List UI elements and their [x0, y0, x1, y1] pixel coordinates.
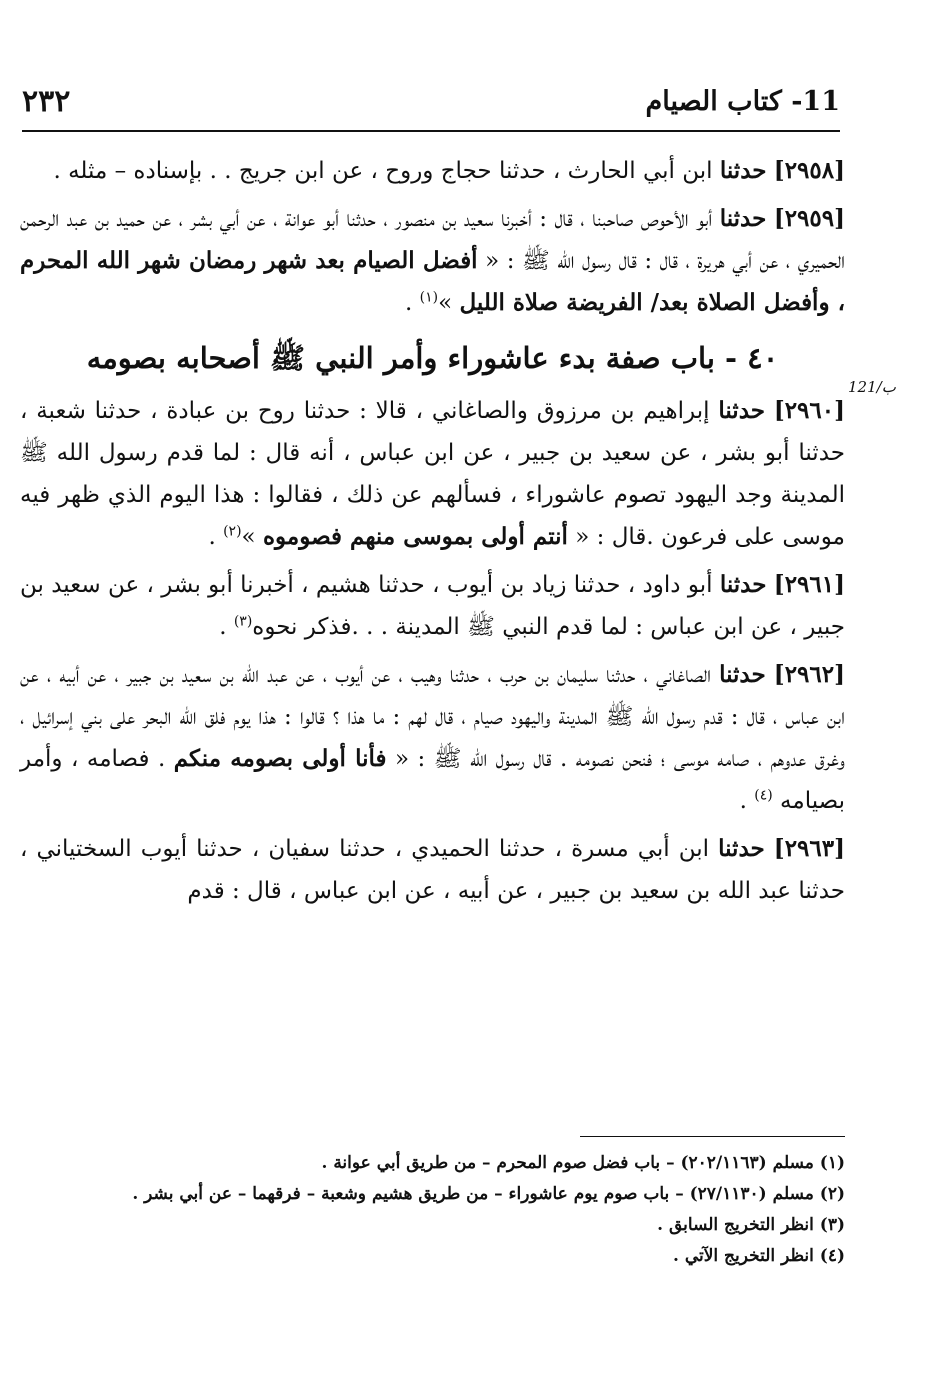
footnote-ref: (٣) [233, 613, 253, 630]
page-number: ٢٣٢ [22, 84, 71, 119]
hadith-paragraph [20, 150, 845, 192]
hadith-paragraph [20, 828, 845, 912]
hadith-end: . [739, 788, 755, 814]
hadith-text: ابن أبي الحارث ، حدثنا حجاج وروح ، عن ابن جريج . . بإسناده – مثله . [53, 158, 713, 184]
hadith-lead: حدثنا [719, 571, 767, 598]
hadith-number: [٢٩٦٠] [773, 397, 846, 424]
hadith-matn: فأنا أولى بصومه منكم [173, 745, 387, 772]
hadith-number: [٢٩٥٩] [773, 205, 846, 232]
hadith-number: [٢٩٥٨] [773, 157, 845, 184]
footnote-rule [580, 1136, 845, 1137]
hadith-text: الصاغاني ، حدثنا سليمان بن حرب ، حدثنا وهيب ، عن أيوب ، عن عبد الله بن سعيد بن جبير ، عن أبيه ، عن ابن عباس ، قال : قدم رسول الله ﷺ المدينة واليهود صيام ، قال لهم : ما هذا ؟ قالوا : هذا يوم فلق الله البحر على بني إسرائيل ، وغرق عدوهم ، صامه موسى ؛ فنحن نصومه . قال رسول الله ﷺ : « [20, 662, 845, 772]
hadith-number: [٢٩٦٢] [773, 661, 845, 688]
footnote: (٤) انظر التخريج الآتي . [672, 1246, 845, 1266]
main-text [20, 150, 845, 918]
hadith-lead: حدثنا [718, 835, 765, 862]
hadith-lead: حدثنا [719, 157, 767, 184]
hadith-text: أبو داود ، حدثنا زياد بن أيوب ، حدثنا هشيم ، أخبرنا أبو بشر ، عن سعيد بن جبير ، عن ابن عباس : لما قدم النبي ﷺ المدينة . . .فذكر نحوه [20, 572, 845, 640]
hadith-tail: » [438, 290, 460, 316]
hadith-matn: أفضل الصيام بعد شهر رمضان شهر الله المحرم ، وأفضل الصلاة بعد/ الفريضة صلاة الليل [20, 247, 845, 316]
hadith-paragraph [20, 198, 845, 324]
footnote-ref: (٤) [754, 787, 773, 804]
chapter-heading: ٤٠ - باب صفة بدء عاشوراء وأمر النبي ﷺ أصحابه بصومه [86, 341, 779, 375]
hadith-tail: » [241, 524, 263, 550]
hadith-text: إبراهيم بن مرزوق والصاغاني ، قالا : حدثنا روح بن عبادة ، حدثنا شعبة ، حدثنا أبو بشر ، عن سعيد بن جبير ، عن ابن عباس ، أنه قال : لما قدم رسول الله ﷺ المدينة وجد اليهود تصوم عاشوراء ، فسألهم عن ذلك ، فقالوا : هذا اليوم الذي ظهر فيه موسى على فرعون .قال : « [20, 398, 845, 550]
page-header [22, 78, 840, 128]
footnote-ref: (٢) [223, 523, 242, 540]
footnote: (٢) مسلم (٢٧/١١٣٠) – باب صوم يوم عاشوراء – من طريق هشيم وشعبة – فرقهما – عن أبي بشر . [132, 1184, 845, 1204]
manuscript-margin-note: 121/ب [848, 378, 896, 396]
hadith-paragraph [20, 390, 845, 558]
hadith-lead: حدثنا [719, 661, 766, 688]
header-rule [22, 130, 840, 132]
hadith-paragraph [20, 654, 845, 822]
hadith-lead: حدثنا [719, 205, 767, 232]
footnote-ref: (١) [419, 289, 439, 306]
hadith-text: أبو الأحوص صاحبنا ، قال : أخبرنا سعيد بن منصور ، حدثنا أبو عوانة ، عن أبي بشر ، عن حميد بن عبد الرحمن الحميري ، عن أبي هريرة ، قال : قال رسول الله ﷺ : « [20, 206, 845, 274]
footnotes [20, 1148, 845, 1272]
running-chapter-title: 11- كتاب الصيام [645, 86, 840, 117]
hadith-matn: أنتم أولى بموسى منهم فصوموه [262, 523, 568, 550]
footnote: (٣) انظر التخريج السابق . [657, 1215, 845, 1235]
hadith-end: . [405, 290, 420, 316]
hadith-end: . [219, 614, 234, 640]
hadith-number: [٢٩٦١] [773, 571, 845, 598]
footnote: (١) مسلم (٢٠٢/١١٦٣) – باب فضل صوم المحرم – من طريق أبي عوانة . [321, 1153, 845, 1173]
hadith-lead: حدثنا [718, 397, 765, 424]
hadith-text: ابن أبي مسرة ، حدثنا الحميدي ، حدثنا سفيان ، حدثنا أيوب السختياني ، حدثنا عبد الله بن سعيد بن جبير ، عن أبيه ، عن ابن عباس ، قال : قدم [20, 836, 845, 904]
hadith-number: [٢٩٦٣] [773, 835, 845, 862]
hadith-paragraph [20, 564, 845, 648]
hadith-tail: . فصامه ، وأمر بصيامه [20, 746, 845, 814]
hadith-end: . [208, 524, 224, 550]
